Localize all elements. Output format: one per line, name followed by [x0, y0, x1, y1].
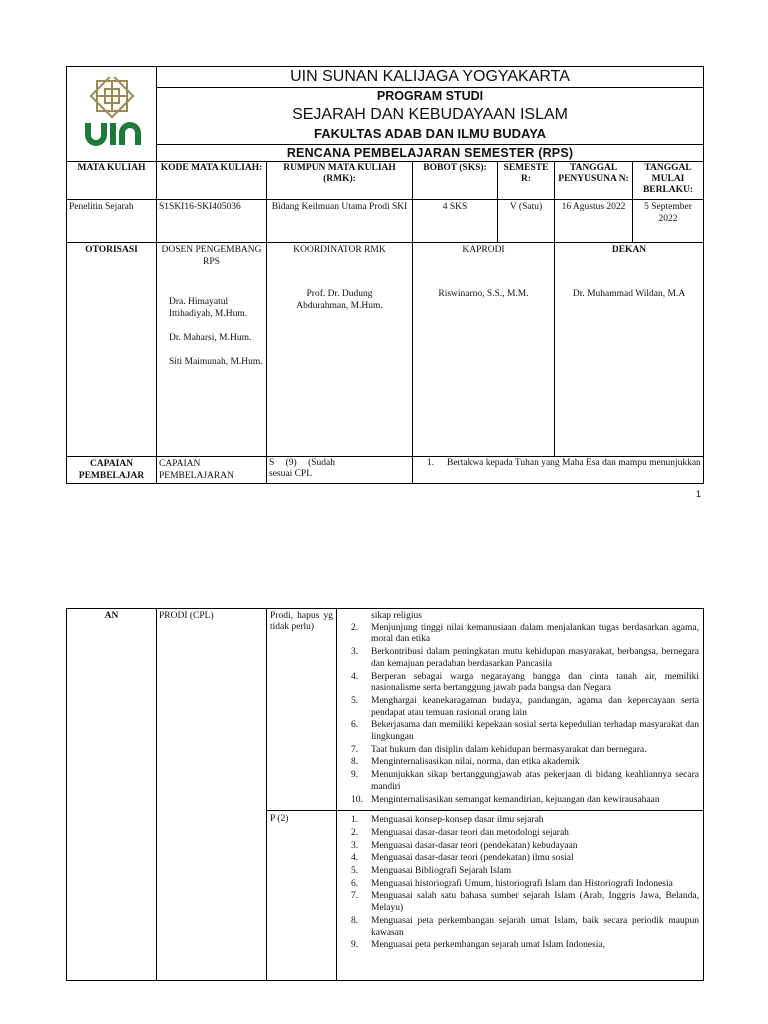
dosen-pengembang-cell	[157, 242, 267, 456]
value-bobot: 4 SKS	[413, 199, 498, 242]
item-text: Menguasai Bibliografi Sejarah Islam	[371, 866, 512, 877]
value-mata-kuliah: Penelitin Sejarah	[67, 199, 157, 242]
kaprodi-label: KAPRODI	[462, 244, 505, 255]
item-number: 2.	[351, 827, 359, 838]
s-list	[345, 623, 699, 807]
rps-header-table	[66, 66, 704, 484]
col-header-rumpun: RUMPUN MATA KULIAH (RMK):	[267, 161, 413, 199]
s-list-cell	[337, 609, 704, 811]
item-number: 8.	[351, 915, 359, 926]
list-item	[345, 940, 699, 952]
p-label: P (2)	[267, 811, 337, 981]
item-text: Menguasai peta perkembangan sejarah umat Islam, baik secara periodik maupun kawasan	[371, 915, 699, 938]
item-text: Menguasai peta perkembangan sejarah umat Islam Indonesia,	[371, 940, 605, 951]
item-number: 5.	[351, 866, 359, 877]
col-header-mata-kuliah: MATA KULIAH	[67, 161, 157, 199]
page-gap	[0, 512, 768, 588]
list-item	[421, 458, 701, 470]
faculty-name: FAKULTAS ADAB DAN ILMU BUDAYA	[157, 125, 704, 144]
item-number: 9.	[351, 770, 359, 781]
uin-logo-icon	[79, 77, 145, 147]
value-semester: V (Satu)	[498, 199, 555, 242]
document-page-2	[0, 588, 768, 1024]
s-continuation: sikap religius	[371, 611, 422, 621]
list-item	[345, 879, 699, 891]
col-header-tgl-berlaku: TANGGAL MULAI BERLAKU:	[633, 161, 704, 199]
item-number: 1.	[427, 457, 435, 468]
item-number: 6.	[351, 878, 359, 889]
item-number: 1.	[351, 815, 359, 826]
item-number: 3.	[351, 840, 359, 851]
dosen-name: Siti Maimunah, M.Hum.	[169, 356, 263, 367]
koordinator-cell	[267, 242, 413, 456]
capaian-label-cont: AN	[67, 609, 157, 981]
logo-cell	[67, 67, 157, 162]
item-number: 2.	[351, 622, 359, 633]
prodi-cpl-label: PRODI (CPL)	[157, 609, 267, 981]
item-number: 4.	[351, 671, 359, 682]
university-name: UIN SUNAN KALIJAGA YOGYAKARTA	[157, 67, 704, 88]
p-list	[345, 815, 699, 952]
document-title: RENCANA PEMBELAJARAN SEMESTER (RPS)	[157, 144, 704, 161]
list-item	[345, 841, 699, 853]
list-item	[345, 828, 699, 840]
item-text: Menginternalisasikan semangat kemandirian, kejuangan dan kewirausahaan	[371, 794, 660, 805]
col-header-tgl-penyusunan: TANGGAL PENYUSUNA N:	[555, 161, 633, 199]
list-item	[345, 770, 699, 793]
item-text: Bertakwa kepada Tuhan yang Maha Esa dan mampu menunjukkan	[447, 457, 701, 468]
dosen-name: Dr. Maharsi, M.Hum.	[169, 332, 252, 343]
col-header-kode: KODE MATA KULIAH:	[157, 161, 267, 199]
col-header-semester: SEMESTE R:	[498, 161, 555, 199]
dosen-name: Dra. Himayatul Ittihadiyah, M.Hum.	[169, 296, 248, 319]
value-rumpun: Bidang Keilmuan Utama Prodi SKI	[267, 199, 413, 242]
item-text: Bekerjasama dan memiliki kepekaan sosial serta kepedulian terhadap masyarakat dan lingkungan	[371, 720, 699, 743]
dosen-names	[159, 268, 264, 368]
list-item	[345, 795, 699, 807]
item-text: Berperan sebagai warga negarayang bangga dan cinta tanah air, memiliki nasionalisme serta bertanggung jawab pada bangsa dan Negara	[371, 671, 699, 694]
list-item	[345, 647, 699, 670]
dekan-cell	[555, 242, 704, 456]
item-text: Taat hukum dan disiplin dalam kehidupan bermasyarakat dan bernegara.	[371, 744, 647, 755]
item-text: Menginternalisasikan nilai, norma, dan etika akademik	[371, 757, 580, 768]
list-item	[345, 696, 699, 719]
item-text: Menguasai dasar-dasar teori (pendekatan) ilmu sosial	[371, 853, 574, 864]
program-name: SEJARAH DAN KEBUDAYAAN ISLAM	[157, 105, 704, 125]
capaian-label-2: CAPAIAN PEMBELAJARAN	[157, 456, 267, 483]
list-item	[345, 891, 699, 914]
dekan-label: DEKAN	[611, 244, 647, 255]
item-text: Menguasai salah satu bahasa sumber sejarah Islam (Arab, Inggris Jawa, Belanda, Melayu)	[371, 891, 699, 914]
s-note: Prodi, hapus yg tidak perlu)	[267, 609, 337, 811]
list-item	[345, 916, 699, 939]
item-number: 3.	[351, 647, 359, 658]
item-number: 10.	[351, 794, 363, 805]
program-label: PROGRAM STUDI	[157, 88, 704, 106]
item-text: Berkontribusi dalam peningkatan mutu kehidupan masyarakat, berbangsa, bernegara dan kemajuan peradaban berdasarkan Pancasila	[371, 647, 699, 669]
value-kode: S1SKI16-SKI405036	[157, 199, 267, 242]
kaprodi-cell	[413, 242, 555, 456]
item-text: Menguasai dasar-dasar teori (pendekatan) kebudayaan	[371, 840, 578, 851]
capaian-s-text: S (9) (Sudah sesuai CPL	[269, 457, 335, 479]
koordinator-name: Prof. Dr. Dudung Abdurahman, M.Hum.	[296, 288, 383, 311]
value-tgl-berlaku: 5 September 2022	[633, 199, 704, 242]
item-text: Menguasai konsep-konsep dasar ilmu sejarah	[371, 815, 544, 826]
list-item	[345, 623, 699, 646]
list-item	[345, 853, 699, 865]
value-tgl-penyusunan: 16 Agustus 2022	[555, 199, 633, 242]
capaian-s-list-start	[413, 456, 704, 483]
capaian-label-1: CAPAIAN PEMBELAJAR	[67, 456, 157, 483]
item-number: 8.	[351, 757, 359, 768]
capaian-table	[66, 608, 704, 981]
capaian-s-label	[267, 456, 413, 483]
item-text: Menghargai keanekaragaman budaya, pandangan, agama dan kepercayaan serta pendapat atau temuan rasional orang lain	[371, 695, 699, 718]
item-number: 7.	[351, 891, 359, 902]
kaprodi-name: Riswinarno, S.S., M.M.	[438, 288, 529, 299]
page-number: 1	[696, 489, 702, 499]
list-item	[345, 866, 699, 878]
p-list-cell	[337, 811, 704, 981]
item-number: 6.	[351, 720, 359, 731]
list-item	[345, 672, 699, 695]
koordinator-label: KOORDINATOR RMK	[293, 244, 386, 255]
list-item	[345, 757, 699, 769]
list-item	[345, 745, 699, 757]
item-text: Menguasai historiografi Umum, historiografi Islam dan Historiografi Indonesia	[371, 878, 673, 889]
item-text: Menjunjung tinggi nilai kemanusiaan dalam menjalankan tugas berdasarkan agama, moral dan etika	[371, 622, 699, 645]
item-number: 4.	[351, 853, 359, 864]
dosen-label: DOSEN PENGEMBANG RPS	[161, 244, 262, 267]
item-number: 9.	[351, 940, 359, 951]
otorisasi-label: OTORISASI	[67, 242, 157, 456]
item-number: 5.	[351, 695, 359, 706]
col-header-bobot: BOBOT (SKS):	[413, 161, 498, 199]
list-item	[345, 815, 699, 827]
list-item	[345, 720, 699, 743]
item-text: Menunjukkan sikap bertanggungjawab atas pekerjaan di bidang keahliannya secara mandiri	[371, 770, 699, 792]
dekan-name: Dr. Muhammad Wildan, M.A	[572, 288, 686, 299]
item-text: Menguasai dasar-dasar teori dan metodologi sejarah	[371, 827, 569, 838]
item-number: 7.	[351, 744, 359, 755]
